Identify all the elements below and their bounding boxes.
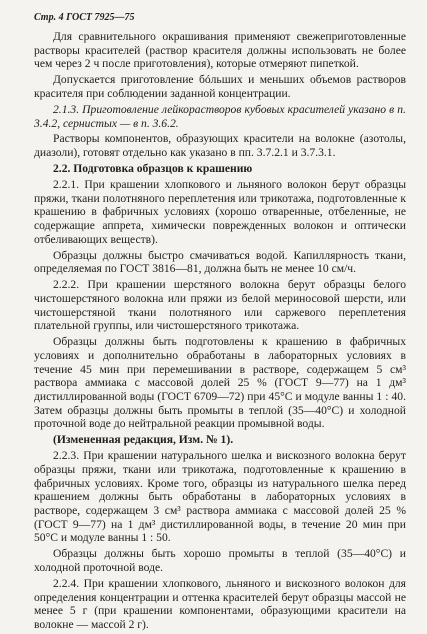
paragraph: Для сравнительного окрашивания применяют свежеприготовленные растворы красителей (раствор красителя должны использовать не более чем через 2 ч после приготовления), которые отмеряют пипеткой. [34, 30, 406, 71]
paragraph: 2.2.3. При крашении натурального шелка и вискозного волокна берут образцы пряжи, ткани или трикотажа, подготовленные к крашению в фабричных условиях. Кроме того, образцы из натурального шелка перед крашением должны быть обработаны в лабораторных условиях в растворе, содержащем 3 см³ раствора аммиака с массовой долей 25 % (ГОСТ 9—77) на 1 дм³ дистиллированной воды, в течение 20 мин при 50°С и модуле ванны 1 : 50. [34, 449, 406, 545]
paragraph: Образцы должны быть хорошо промыты в теплой (35—40°С) и холодной проточной воде. [34, 547, 406, 575]
paragraph: Образцы должны быстро смачиваться водой. Капиллярность ткани, определяемая по ГОСТ 3816—81, должна быть не менее 10 см/ч. [34, 248, 406, 276]
paragraph: 2.2.4. При крашении хлопкового, льняного и вискозного волокон для определения концентрации и оттенка красителей берут образцы массой не менее 5 г (при крашении компонентами, образующими красители на волокне — массой 2 г). [34, 576, 406, 632]
paragraph-italic: 2.1.3. Приготовление лейкорастворов кубовых красителей указано в п. 3.4.2, сернистых — в п. 3.6.2. [34, 102, 406, 130]
paragraph: Растворы компонентов, образующих красители на волокне (азотолы, диазоли), готовят отдельно как указано в пп. 3.7.2.1 и 3.7.3.1. [34, 132, 406, 160]
paragraph: Образцы должны быть подготовлены к крашению в фабричных условиях и дополнительно обработаны в лабораторных условиях в течение 45 мин при перемешивании в растворе, содержащем 5 см³ раствора аммиака с массовой долей 25 % (ГОСТ 9—77) на 1 дм³ дистиллированной воды (ГОСТ 6709—72) при 45°С и модуле ванны 1 : 40. Затем образцы должны быть промыты в теплой (35—40°С) и холодной проточной воде до нейтральной реакции промывной воды. [34, 335, 406, 431]
paragraph: Допускается приготовление бóльших и меньших объемов растворов красителя при соблюдении заданной концентрации. [34, 73, 406, 100]
page-header: Стр. 4 ГОСТ 7925—75 [34, 12, 135, 23]
paragraph: 2.2.2. При крашении шерстяного волокна берут образцы белого чистошерстяного волокна или пряжи из белой мериносовой шерсти, или чистошерстяной ткани полотняного или саржевого переплетения плательной группы, или чистошерстяного трикотажа. [34, 278, 406, 333]
amendment-note: (Измененная редакция, Изм. № 1). [53, 433, 234, 447]
paragraph: 2.2.1. При крашении хлопкового и льняного волокон берут образцы пряжи, ткани полотняного переплетения или трикотажа, подготовленные к крашению в фабричных условиях (хорошо отваренные, отбеленные, не содержащие аппрета, химически поврежденных волокон и оптически отбеливающих веществ). [34, 177, 406, 246]
section-heading: 2.2. Подготовка образцов к крашению [53, 162, 253, 176]
document-body [34, 30, 406, 634]
